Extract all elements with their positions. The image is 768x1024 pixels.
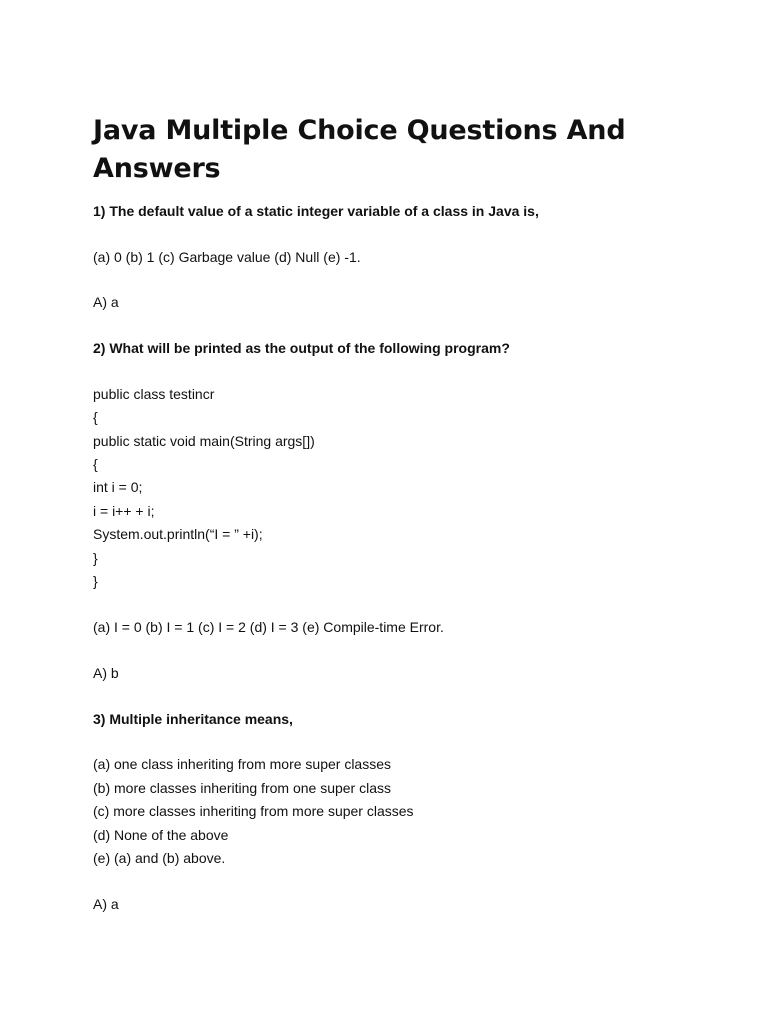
code-block bbox=[93, 383, 693, 594]
code-line: { bbox=[93, 409, 98, 426]
question-option: (b) more classes inheriting from one super class bbox=[93, 779, 392, 796]
question-answer: A) a bbox=[93, 294, 119, 311]
question-options: (a) 0 (b) 1 (c) Garbage value (d) Null (e) -1. bbox=[93, 248, 361, 265]
code-line: } bbox=[93, 573, 98, 590]
question-1 bbox=[93, 200, 693, 337]
code-line: i = i++ + i; bbox=[93, 502, 155, 519]
question-option: (d) None of the above bbox=[93, 826, 229, 843]
question-heading: 2) What will be printed as the output of the following program? bbox=[93, 340, 510, 357]
document-page bbox=[93, 112, 693, 916]
code-line: public class testincr bbox=[93, 385, 215, 402]
code-line: public static void main(String args[]) bbox=[93, 432, 315, 449]
question-answer: A) a bbox=[93, 895, 119, 912]
question-heading: 3) Multiple inheritance means, bbox=[93, 710, 293, 727]
code-line: int i = 0; bbox=[93, 479, 143, 496]
code-line: { bbox=[93, 456, 98, 473]
page-title: Java Multiple Choice Questions And Answers bbox=[93, 115, 626, 184]
question-option: (e) (a) and (b) above. bbox=[93, 849, 226, 866]
question-heading: 1) The default value of a static integer variable of a class in Java is, bbox=[93, 203, 539, 219]
code-line: System.out.println(“I = ” +i); bbox=[93, 526, 263, 543]
question-options: (a) I = 0 (b) I = 1 (c) I = 2 (d) I = 3 (e) Compile-time Error. bbox=[93, 618, 444, 635]
question-answer: A) b bbox=[93, 664, 119, 681]
question-option: (a) one class inheriting from more super classes bbox=[93, 756, 392, 773]
code-line: } bbox=[93, 549, 98, 566]
question-2 bbox=[93, 337, 693, 707]
question-3 bbox=[93, 708, 693, 916]
question-option: (c) more classes inheriting from more super classes bbox=[93, 803, 414, 820]
